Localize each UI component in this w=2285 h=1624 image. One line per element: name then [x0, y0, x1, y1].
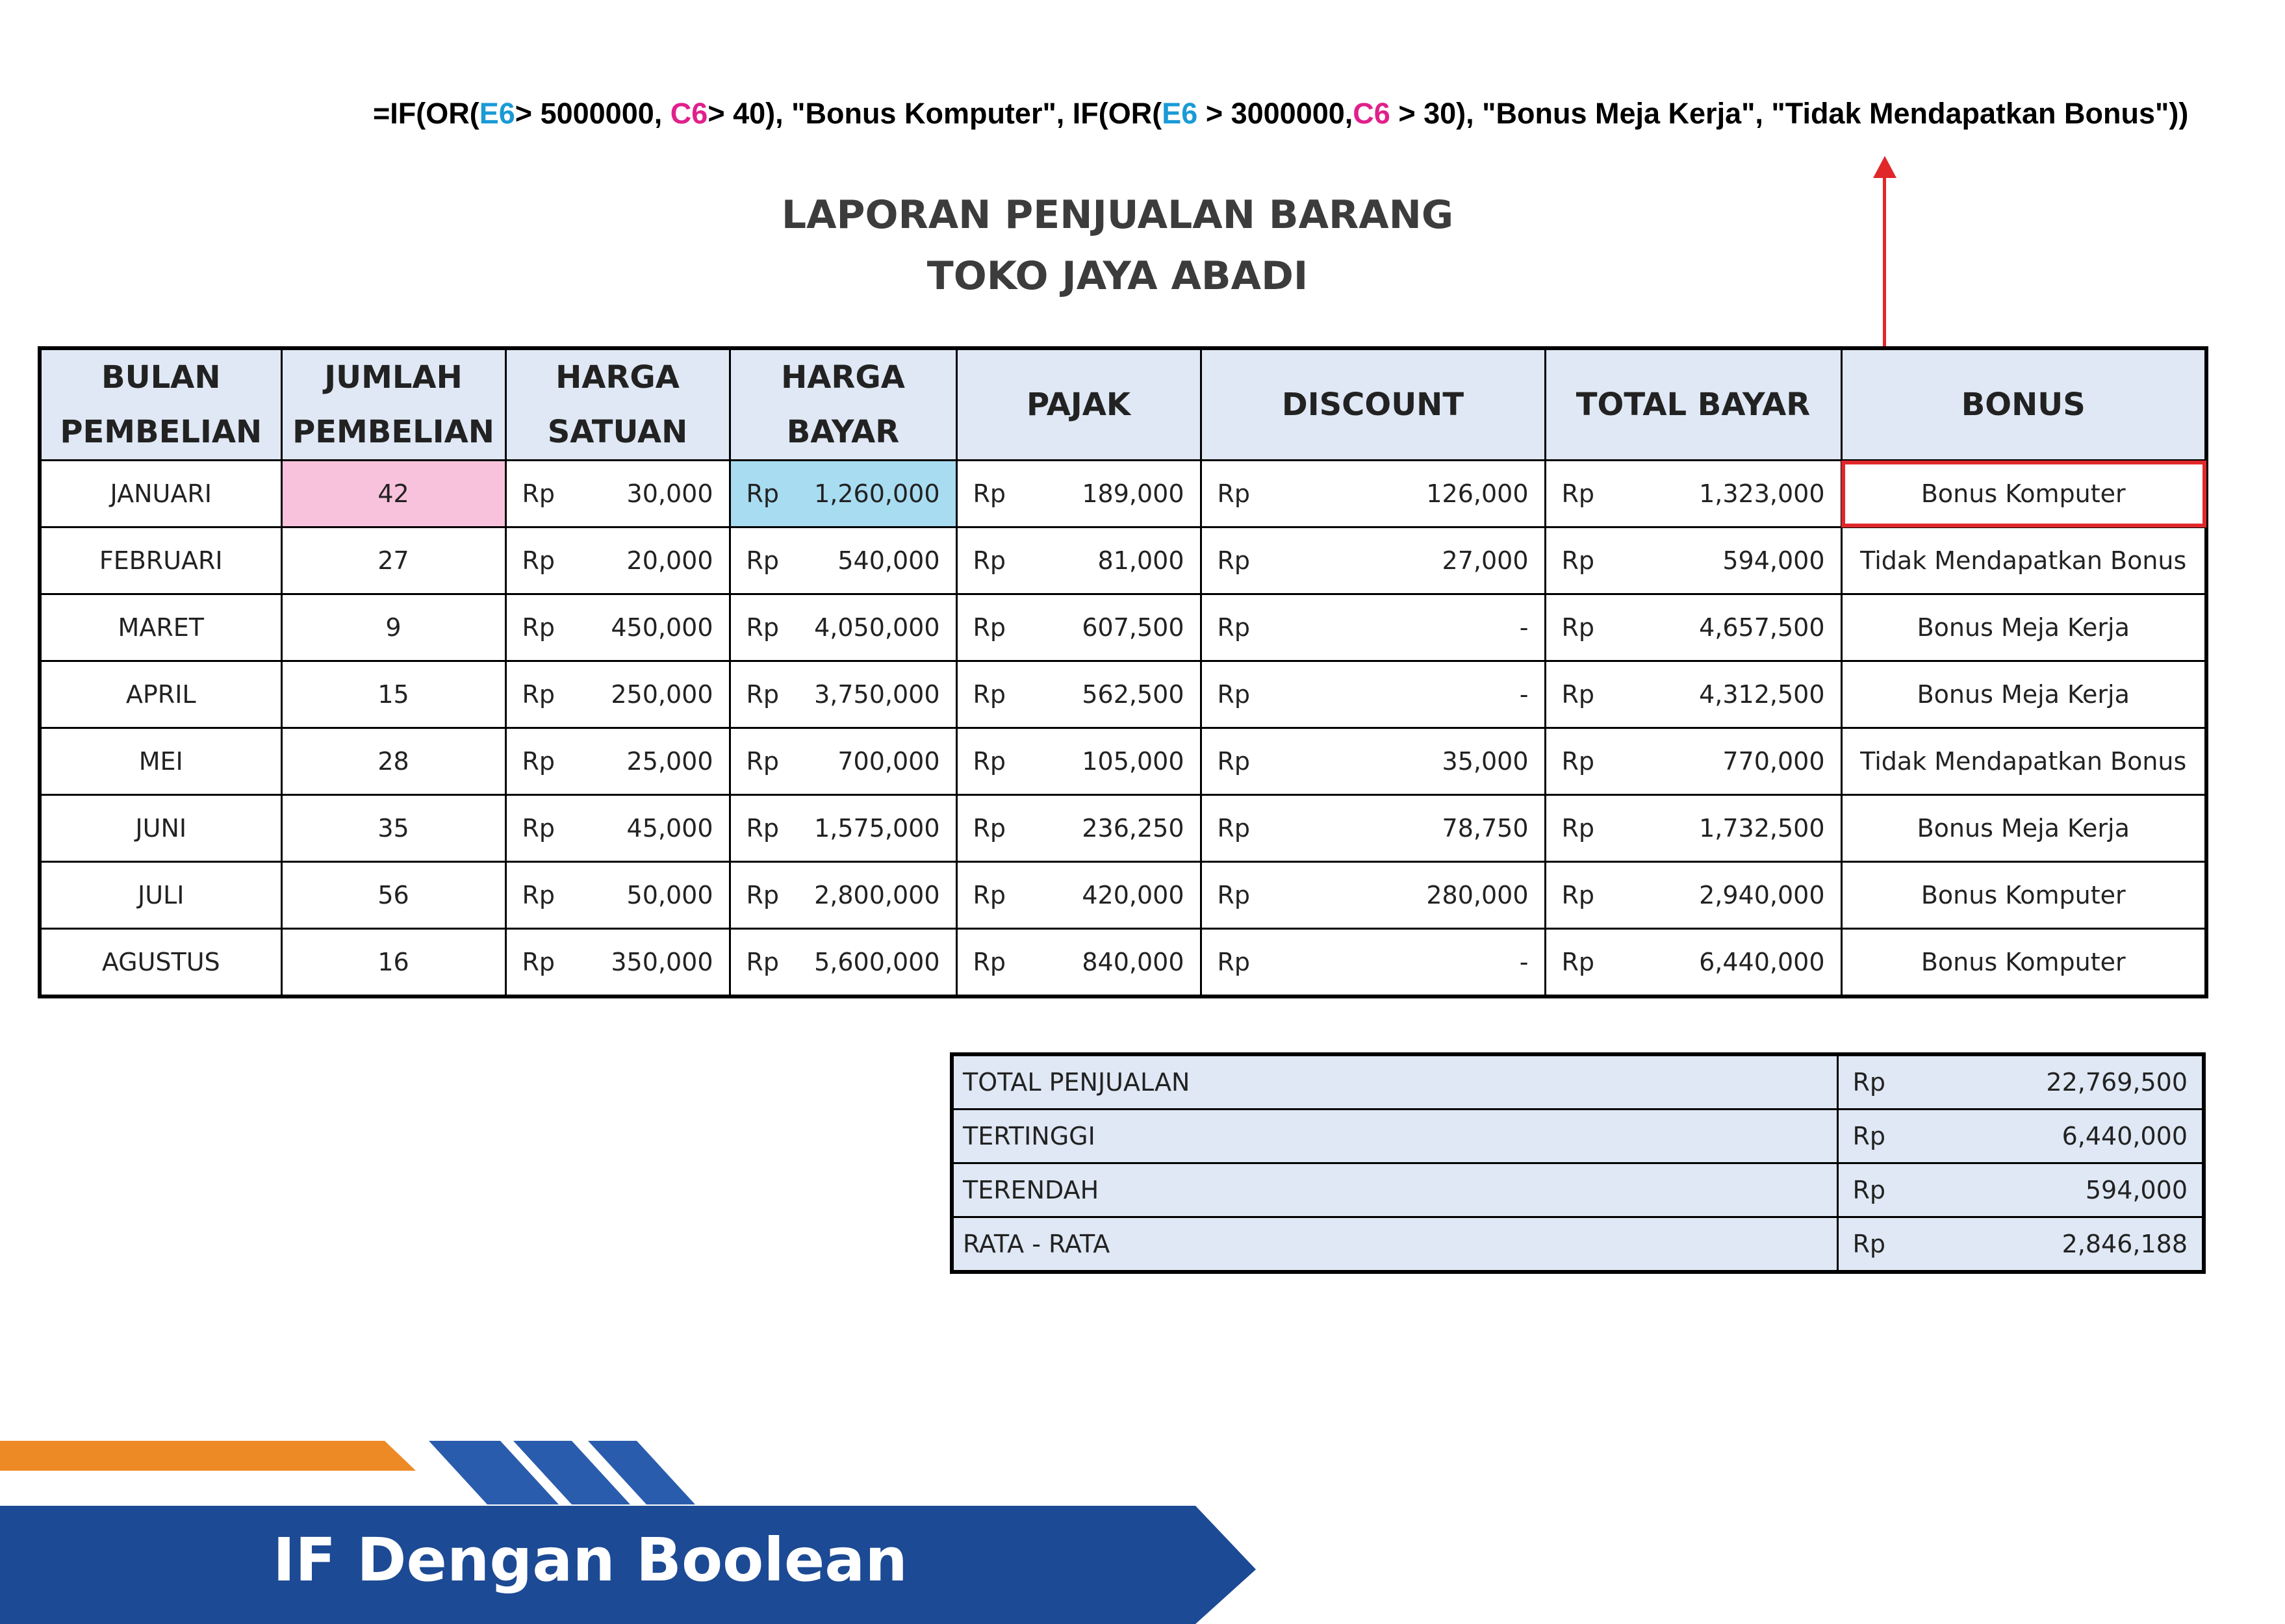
- cell-bonus[interactable]: Bonus Meja Kerja: [1841, 795, 2206, 862]
- cell-harga-bayar[interactable]: [730, 594, 956, 661]
- amount-value: 20,000: [626, 546, 713, 575]
- cell-bonus[interactable]: Bonus Meja Kerja: [1841, 594, 2206, 661]
- cell-total-bayar[interactable]: [1545, 661, 1841, 728]
- formula-ref-e6: E6: [1162, 97, 1198, 130]
- summary-value[interactable]: [1837, 1163, 2204, 1217]
- header-jumlah[interactable]: JUMLAH PEMBELIAN: [281, 348, 505, 461]
- amount-value: -: [1519, 613, 1529, 642]
- currency-label: Rp: [1217, 948, 1251, 976]
- formula-part: > 5000000,: [515, 97, 670, 130]
- currency-label: Rp: [973, 948, 1006, 976]
- orange-stripe: [0, 1441, 416, 1471]
- summary-label[interactable]: TERENDAH: [952, 1163, 1837, 1217]
- summary-row: [952, 1054, 2204, 1110]
- table-row: [40, 594, 2206, 661]
- amount-value: 25,000: [626, 747, 713, 776]
- header-pajak[interactable]: PAJAK: [956, 348, 1201, 461]
- currency-label: Rp: [1217, 680, 1251, 709]
- summary-table: [950, 1052, 2206, 1274]
- currency-label: Rp: [1561, 881, 1595, 909]
- cell-bonus[interactable]: Bonus Meja Kerja: [1841, 661, 2206, 728]
- cell-total-bayar[interactable]: [1545, 594, 1841, 661]
- formula-part: > 30), "Bonus Meja Kerja", "Tidak Mendapatkan Bonus")): [1390, 97, 2189, 130]
- currency-label: Rp: [522, 479, 555, 508]
- cell-pajak[interactable]: [956, 862, 1201, 929]
- cell-bulan[interactable]: JUNI: [40, 795, 281, 862]
- amount-value: 594,000: [1722, 546, 1825, 575]
- amount-value: 1,732,500: [1699, 814, 1825, 843]
- cell-harga-satuan[interactable]: [505, 594, 730, 661]
- cell-discount[interactable]: [1201, 728, 1545, 795]
- amount-value: 126,000: [1426, 479, 1529, 508]
- summary-value[interactable]: [1837, 1054, 2204, 1110]
- cell-harga-bayar[interactable]: [730, 728, 956, 795]
- report-title: LAPORAN PENJUALAN BARANG: [781, 192, 1454, 238]
- currency-label: Rp: [522, 881, 555, 909]
- amount-value: 4,312,500: [1699, 680, 1825, 709]
- cell-pajak[interactable]: [956, 527, 1201, 594]
- cell-discount[interactable]: [1201, 594, 1545, 661]
- amount-value: 4,657,500: [1699, 613, 1825, 642]
- currency-label: Rp: [1217, 613, 1251, 642]
- amount-value: 189,000: [1082, 479, 1184, 508]
- cell-harga-bayar[interactable]: [730, 795, 956, 862]
- cell-harga-satuan[interactable]: [505, 461, 730, 527]
- amount-value: 450,000: [611, 613, 713, 642]
- cell-jumlah[interactable]: 27: [281, 527, 505, 594]
- currency-label: Rp: [973, 680, 1006, 709]
- amount-value: 840,000: [1082, 948, 1184, 976]
- cell-pajak[interactable]: [956, 461, 1201, 527]
- currency-label: Rp: [973, 546, 1006, 575]
- cell-jumlah[interactable]: 42: [281, 461, 505, 527]
- amount-value: 3,750,000: [814, 680, 940, 709]
- table-row: [40, 862, 2206, 929]
- amount-value: 250,000: [611, 680, 713, 709]
- currency-label: Rp: [746, 546, 780, 575]
- cell-discount[interactable]: [1201, 661, 1545, 728]
- currency-label: Rp: [973, 479, 1006, 508]
- formula-text: [373, 91, 2277, 136]
- amount-value: 1,260,000: [814, 479, 940, 508]
- currency-label: Rp: [1561, 613, 1595, 642]
- currency-label: Rp: [522, 613, 555, 642]
- currency-label: Rp: [1852, 1230, 1886, 1258]
- summary-label[interactable]: TERTINGGI: [952, 1110, 1837, 1163]
- cell-bulan[interactable]: JANUARI: [40, 461, 281, 527]
- formula-ref-c6: C6: [670, 97, 708, 130]
- currency-label: Rp: [1217, 546, 1251, 575]
- cell-bonus[interactable]: Tidak Mendapatkan Bonus: [1841, 527, 2206, 594]
- cell-discount[interactable]: [1201, 461, 1545, 527]
- currency-label: Rp: [973, 747, 1006, 776]
- cell-jumlah[interactable]: 9: [281, 594, 505, 661]
- currency-label: Rp: [746, 747, 780, 776]
- cell-jumlah[interactable]: 28: [281, 728, 505, 795]
- cell-harga-bayar[interactable]: [730, 862, 956, 929]
- currency-label: Rp: [1217, 747, 1251, 776]
- header-total-bayar[interactable]: TOTAL BAYAR: [1545, 348, 1841, 461]
- amount-value: 27,000: [1442, 546, 1529, 575]
- amount-value: 700,000: [837, 747, 940, 776]
- amount-value: 22,769,500: [2046, 1068, 2188, 1097]
- amount-value: 1,575,000: [814, 814, 940, 843]
- cell-pajak[interactable]: [956, 929, 1201, 997]
- amount-value: 50,000: [626, 881, 713, 909]
- currency-label: Rp: [522, 948, 555, 976]
- cell-bulan[interactable]: APRIL: [40, 661, 281, 728]
- amount-value: 35,000: [1442, 747, 1529, 776]
- currency-label: Rp: [746, 680, 780, 709]
- formula-ref-e6: E6: [479, 97, 515, 130]
- table-body: [40, 461, 2206, 997]
- currency-label: Rp: [973, 613, 1006, 642]
- cell-harga-satuan[interactable]: [505, 527, 730, 594]
- amount-value: -: [1519, 948, 1529, 976]
- banner-title: IF Dengan Boolean: [273, 1525, 908, 1595]
- currency-label: Rp: [522, 747, 555, 776]
- cell-pajak[interactable]: [956, 795, 1201, 862]
- header-bulan[interactable]: BULAN PEMBELIAN: [40, 348, 281, 461]
- cell-harga-satuan[interactable]: [505, 661, 730, 728]
- formula-part: =IF(OR(: [373, 97, 479, 130]
- table-row: [40, 461, 2206, 527]
- cell-harga-satuan[interactable]: [505, 929, 730, 997]
- amount-value: 45,000: [626, 814, 713, 843]
- amount-value: 280,000: [1426, 881, 1529, 909]
- amount-value: 4,050,000: [814, 613, 940, 642]
- amount-value: 236,250: [1082, 814, 1184, 843]
- currency-label: Rp: [1217, 479, 1251, 508]
- cell-total-bayar[interactable]: [1545, 795, 1841, 862]
- cell-bonus[interactable]: Tidak Mendapatkan Bonus: [1841, 728, 2206, 795]
- report-subtitle: TOKO JAYA ABADI: [926, 253, 1308, 299]
- cell-bonus[interactable]: Bonus Komputer: [1841, 862, 2206, 929]
- cell-discount[interactable]: [1201, 527, 1545, 594]
- table-header-row: [40, 348, 2206, 461]
- summary-label[interactable]: RATA - RATA: [952, 1217, 1837, 1273]
- currency-label: Rp: [973, 881, 1006, 909]
- summary-row: [952, 1163, 2204, 1217]
- currency-label: Rp: [522, 546, 555, 575]
- currency-label: Rp: [746, 814, 780, 843]
- formula-ref-c6: C6: [1353, 97, 1390, 130]
- currency-label: Rp: [1561, 814, 1595, 843]
- cell-bulan[interactable]: MARET: [40, 594, 281, 661]
- cell-bulan[interactable]: AGUSTUS: [40, 929, 281, 997]
- header-discount[interactable]: DISCOUNT: [1201, 348, 1545, 461]
- amount-value: 594,000: [2085, 1176, 2188, 1204]
- currency-label: Rp: [1561, 747, 1595, 776]
- cell-pajak[interactable]: [956, 661, 1201, 728]
- cell-harga-satuan[interactable]: [505, 862, 730, 929]
- cell-discount[interactable]: [1201, 929, 1545, 997]
- amount-value: 6,440,000: [2062, 1122, 2188, 1150]
- summary-row: [952, 1217, 2204, 1273]
- currency-label: Rp: [522, 814, 555, 843]
- amount-value: 2,940,000: [1699, 881, 1825, 909]
- cell-harga-bayar[interactable]: [730, 661, 956, 728]
- summary-label[interactable]: TOTAL PENJUALAN: [952, 1054, 1837, 1110]
- amount-value: 350,000: [611, 948, 713, 976]
- currency-label: Rp: [1852, 1176, 1886, 1204]
- header-harga-bayar[interactable]: HARGA BAYAR: [730, 348, 956, 461]
- cell-jumlah[interactable]: 56: [281, 862, 505, 929]
- cell-total-bayar[interactable]: [1545, 461, 1841, 527]
- formula-part: > 40), "Bonus Komputer", IF(OR(: [708, 97, 1162, 130]
- currency-label: Rp: [746, 881, 780, 909]
- table-row: [40, 929, 2206, 997]
- amount-value: 5,600,000: [814, 948, 940, 976]
- cell-pajak[interactable]: [956, 594, 1201, 661]
- amount-value: 562,500: [1082, 680, 1184, 709]
- currency-label: Rp: [1852, 1122, 1886, 1150]
- currency-label: Rp: [1852, 1068, 1886, 1097]
- cell-jumlah[interactable]: 16: [281, 929, 505, 997]
- amount-value: 420,000: [1082, 881, 1184, 909]
- header-bonus[interactable]: BONUS: [1841, 348, 2206, 461]
- amount-value: 770,000: [1722, 747, 1825, 776]
- amount-value: 105,000: [1082, 747, 1184, 776]
- currency-label: Rp: [1561, 680, 1595, 709]
- amount-value: 2,800,000: [814, 881, 940, 909]
- amount-value: 1,323,000: [1699, 479, 1825, 508]
- currency-label: Rp: [1561, 479, 1595, 508]
- cell-harga-satuan[interactable]: [505, 728, 730, 795]
- cell-jumlah[interactable]: 15: [281, 661, 505, 728]
- cell-discount[interactable]: [1201, 862, 1545, 929]
- cell-bulan[interactable]: JULI: [40, 862, 281, 929]
- currency-label: Rp: [973, 814, 1006, 843]
- summary-value[interactable]: [1837, 1110, 2204, 1163]
- cell-pajak[interactable]: [956, 728, 1201, 795]
- amount-value: 607,500: [1082, 613, 1184, 642]
- summary-value[interactable]: [1837, 1217, 2204, 1273]
- currency-label: Rp: [746, 613, 780, 642]
- summary-body: [952, 1054, 2204, 1272]
- cell-total-bayar[interactable]: [1545, 527, 1841, 594]
- table-row: [40, 728, 2206, 795]
- table-row: [40, 795, 2206, 862]
- amount-value: 81,000: [1097, 546, 1184, 575]
- currency-label: Rp: [1217, 814, 1251, 843]
- amount-value: 30,000: [626, 479, 713, 508]
- cell-harga-bayar[interactable]: [730, 929, 956, 997]
- table-row: [40, 661, 2206, 728]
- formula-part: > 3000000,: [1197, 97, 1353, 130]
- amount-value: 78,750: [1442, 814, 1529, 843]
- currency-label: Rp: [1217, 881, 1251, 909]
- amount-value: 2,846,188: [2062, 1230, 2188, 1258]
- cell-discount[interactable]: [1201, 795, 1545, 862]
- header-harga-satuan[interactable]: HARGA SATUAN: [505, 348, 730, 461]
- cell-harga-bayar[interactable]: [730, 527, 956, 594]
- currency-label: Rp: [746, 948, 780, 976]
- cell-harga-satuan[interactable]: [505, 795, 730, 862]
- sales-table: [38, 346, 2208, 998]
- cell-harga-bayar[interactable]: [730, 461, 956, 527]
- cell-bonus[interactable]: Bonus Komputer: [1841, 461, 2206, 527]
- cell-bulan[interactable]: FEBRUARI: [40, 527, 281, 594]
- summary-row: [952, 1110, 2204, 1163]
- amount-value: 540,000: [837, 546, 940, 575]
- currency-label: Rp: [522, 680, 555, 709]
- currency-label: Rp: [746, 479, 780, 508]
- cell-bonus[interactable]: Bonus Komputer: [1841, 929, 2206, 997]
- cell-total-bayar[interactable]: [1545, 929, 1841, 997]
- amount-value: -: [1519, 680, 1529, 709]
- cell-total-bayar[interactable]: [1545, 728, 1841, 795]
- cell-total-bayar[interactable]: [1545, 862, 1841, 929]
- cell-bulan[interactable]: MEI: [40, 728, 281, 795]
- currency-label: Rp: [1561, 948, 1595, 976]
- table-row: [40, 527, 2206, 594]
- currency-label: Rp: [1561, 546, 1595, 575]
- cell-jumlah[interactable]: 35: [281, 795, 505, 862]
- amount-value: 6,440,000: [1699, 948, 1825, 976]
